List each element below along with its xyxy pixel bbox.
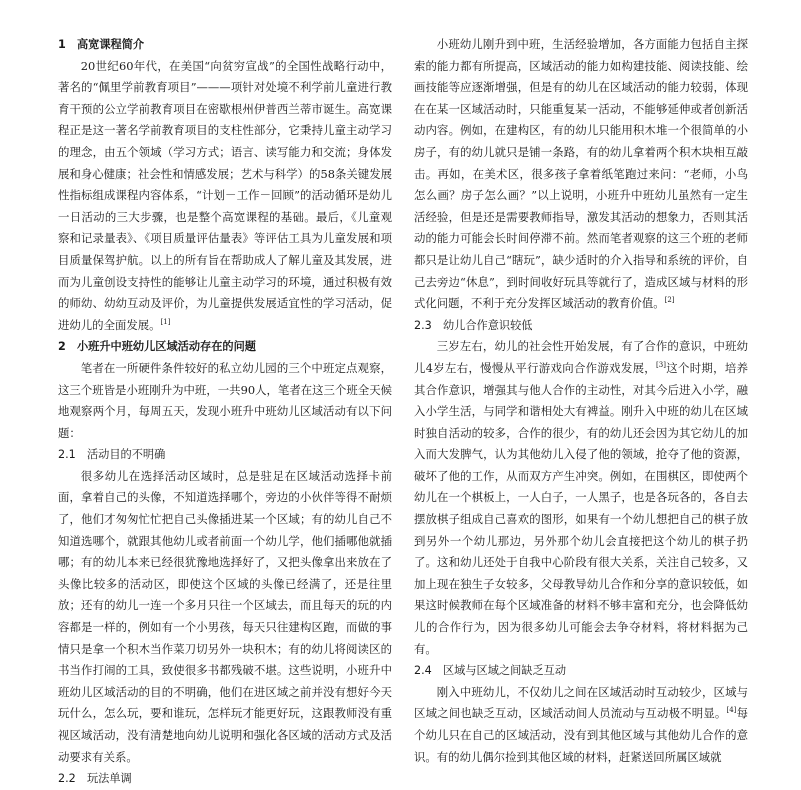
section-2-1-paragraph: 很多幼儿在选择活动区域时，总是驻足在区域活动选择卡前面，拿着自己的头像，不知道选择哪个，旁边的小伙伴等得不耐烦了，他们才匆匆忙忙把自己头像插进某一个区域；有的幼儿自己不知道选哪个，就跟其他幼儿或者前面一个幼儿学，他们插哪他就插哪；有的幼儿本来已经很犹豫地选择好了，又把头像拿出来放在了头像比较多的活动区，即使这个区域的头像已经满了，还是往里放；还有的幼儿一连一个多月只往一个区域去，而且每天的玩的内容都是一样的，例如有一个小男孩，每天只往建构区跑，而做的事情只是拿一个积木当作菜刀切另外一块积木；有的幼儿将阅读区的书当作打闹的工具，致使很多书都残破不堪。这些说明，小班升中班幼儿区域活动的目的不明确，他们在进区域之前并没有想好今天玩什么，怎么玩，要和谁玩，怎样玩才能更好玩，这跟教师没有重视区域活动，没有清楚地向幼儿说明和强化各区域的活动方式及活动要求有关系。 <box>58 468 392 764</box>
section-2-1-heading: 2.1 活动目的不明确 <box>58 448 166 462</box>
section-2-3-text-a: 三岁左右，幼儿的社会性开始发展，有了合作的意识，中班幼儿4岁左右，慢慢从平行游戏向合作游戏发展， <box>414 339 748 375</box>
section-2-2-paragraph <box>414 34 748 315</box>
section-2-4-text-b: 每个幼儿只在自己的区域活动，没有到其他区域与其他幼儿合作的意识。有的幼儿偶尔捡到其他区域的材料，赶紧送回所属区域就 <box>414 706 748 764</box>
citation-4: [4] <box>726 706 737 715</box>
section-1-text: 20世纪60年代，在美国“向贫穷宣战”的全国性战略行动中，著名的“佩里学前教育项目”———项针对处境不利学前儿童进行教育干预的公立学前教育项目在密歇根州伊普西兰蒂市诞生。高宽课程正是这一著名学前教育项目的支柱性部分，它秉持儿童主动学习的理念，由五个领域（学习方式；语言、读写能力和交流；身体发展和身心健康；社会性和情感发展；艺术与科学）的58条关键发展性指标组成课程内容体系，“计划－工作－回顾”的活动循环是幼儿一日活动的三大步骤，也是整个高宽课程的基础。最后，《儿童观察和记录量表》、《项目质量评估量表》等评估工具为儿童发展和项目质量保驾护航。以上的所有旨在帮助成人了解儿童及其发展，进而为儿童创设支持性的能够让儿童主动学习的环境，通过积极有效的师幼、幼幼互动及评价，为儿童提供发展适宜性的学习活动，促进幼儿的全面发展。 <box>58 58 392 332</box>
section-2-4-text-a: 刚入中班幼儿，不仅幼儿之间在区域活动时互动较少，区域与区域之间也缺乏互动，区域活动间人员流动与互动极不明显。 <box>414 684 748 721</box>
section-2-3-paragraph <box>414 336 748 660</box>
section-1-heading: 1 高宽课程简介 <box>58 38 145 51</box>
section-2-3-text-b: 这个时期，培养其合作意识，增强其与他人合作的主动性，对其今后进入小学，融入小学生活，与同学和谐相处大有裨益。刚升入中班的幼儿在区域时独自活动的较多，合作的很少，有的幼儿还会因为其它幼儿的加入而大发脾气，认为其他幼儿入侵了他的领域，抢夺了他的资源，破坏了他的工作，从而双方产生冲突。例如，在围棋区，即使两个幼儿在一个棋板上，一人白子，一人黑子，也是各玩各的，各自去摆放棋子组成自己喜欢的图形，如果有一个幼儿想把自己的棋子放到另外一个幼儿那边，另外那个幼儿会直接把这个幼儿的棋子扔了。这和幼儿还处于自我中心阶段有很大关系，关注自己较多，又加上现在独生子女较多，父母教导幼儿合作和分享的意识较低，如果这时候教师在每个区域准备的材料不够丰富和充分，也会降低幼儿的合作行为，因为很多幼儿可能会去争夺材料，将材料据为己有。 <box>414 360 748 656</box>
left-column <box>58 34 392 790</box>
section-2-3-heading: 2.3 幼儿合作意识较低 <box>414 318 533 332</box>
section-2-4-heading: 2.4 区域与区域之间缺乏互动 <box>414 664 567 678</box>
section-1-paragraph <box>58 56 392 337</box>
citation-1: [1] <box>160 317 171 326</box>
section-2-2-text: 小班幼儿刚升到中班，生活经验增加，各方面能力包括自主探索的能力都有所提高，区域活动的能力如构建技能、阅读技能、绘画技能等应逐渐增强，但是有的幼儿在区域活动的能力较弱，体现在在某一区域活动时，只能重复某一活动，不能够延伸或者创新活动内容。例如，在建构区，有的幼儿只能用积木堆一个很简单的小房子，有的幼儿就只是铺一条路，有的幼儿拿着两个积木块相互敲击。再如，在美术区，很多孩子拿着纸笔跑过来问：“老师，小鸟怎么画？房子怎么画？”以上说明，小班升中班幼儿虽然有一定生活经验，但是还是需要教师指导，激发其活动的想象力，否则其活动的能力可能会长时间停滞不前。然而笔者观察的这三个班的老师都只是让幼儿自己“瞎玩”，缺少适时的介入指导和系统的评价，自己去旁边“休息”，到时间收好玩具等就行了，造成区域与材料的形式化问题，不利于充分发挥区域活动的教育价值。 <box>414 37 748 311</box>
section-2-2-heading: 2.2 玩法单调 <box>58 772 132 786</box>
section-2-4-paragraph <box>414 682 748 768</box>
right-column <box>414 34 748 768</box>
citation-2: [2] <box>664 296 675 305</box>
section-2-heading: 2 小班升中班幼儿区域活动存在的问题 <box>58 340 256 354</box>
section-2-paragraph: 笔者在一所硬件条件较好的私立幼儿园的三个中班定点观察，这三个班皆是小班刚升为中班，一共90人，笔者在这三个班全天候地观察两个月，每周五天，发现小班升中班幼儿区域活动有以下问题： <box>58 360 392 440</box>
citation-3: [3] <box>656 361 666 370</box>
